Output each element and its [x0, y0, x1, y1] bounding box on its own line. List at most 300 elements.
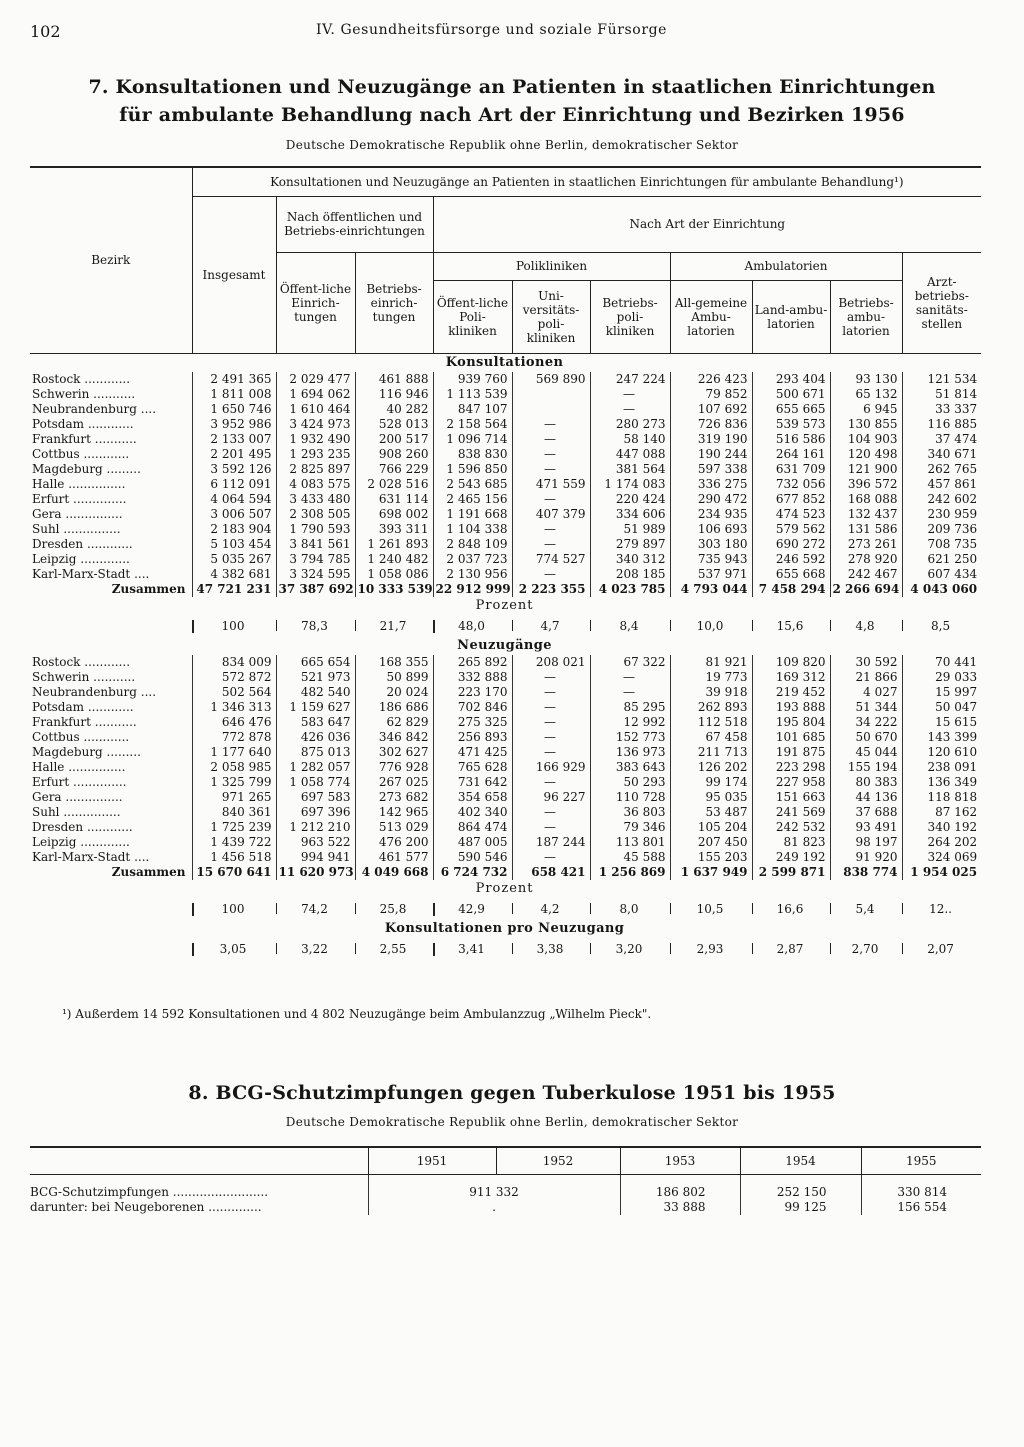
table-cell: —: [512, 700, 590, 715]
table-cell: 191 875: [752, 745, 830, 760]
table-cell: 219 452: [752, 685, 830, 700]
percent-cell: [830, 938, 902, 960]
table-cell: 2 543 685: [433, 477, 512, 492]
header-universitaets-polikliniken: Uni-versitäts-poli-kliniken: [512, 280, 590, 353]
table-row: [30, 745, 981, 760]
bezirk-name: [30, 685, 192, 700]
table-cell: 3 841 561: [276, 537, 355, 552]
bezirk-label: Rostock: [32, 371, 81, 386]
header-betriebs-polikliniken: Betriebs-poli-kliniken: [590, 280, 670, 353]
table-row: [30, 432, 981, 447]
table-cell: 50 293: [590, 775, 670, 790]
table-cell: 262 893: [670, 700, 752, 715]
section-pro-neuzugang: [30, 920, 981, 938]
table-cell: 1 439 722: [192, 835, 276, 850]
total-cell: 6 724 732: [433, 865, 512, 880]
table-cell: 3 433 480: [276, 492, 355, 507]
table-cell: 120 498: [830, 447, 902, 462]
table-cell: 393 311: [355, 522, 433, 537]
table-cell: —: [512, 670, 590, 685]
percent-value: 48,0: [458, 618, 485, 633]
table-cell: 319 190: [670, 432, 752, 447]
table-cell: 461 888: [355, 372, 433, 387]
section-prozent-2: [30, 880, 981, 898]
table-cell: 677 852: [752, 492, 830, 507]
table-cell: 267 025: [355, 775, 433, 790]
table-cell: 2 158 564: [433, 417, 512, 432]
table8-cell-1955: 156 554: [861, 1200, 981, 1215]
table-cell: 690 272: [752, 537, 830, 552]
table-cell: 3 424 973: [276, 417, 355, 432]
percent-value: 100: [221, 618, 245, 633]
table-cell: 834 009: [192, 655, 276, 670]
table-cell: 91 920: [830, 850, 902, 865]
table-cell: 528 013: [355, 417, 433, 432]
table8-cell-1953: 33 888: [620, 1200, 740, 1215]
table-row: [30, 492, 981, 507]
column-separator: [830, 620, 831, 631]
table-row: [30, 670, 981, 685]
header-landambulatorien: Land-ambu-latorien: [752, 280, 830, 353]
bezirk-label: Karl-Marx-Stadt: [32, 566, 131, 581]
table-cell: 471 425: [433, 745, 512, 760]
table-cell: 1 346 313: [192, 700, 276, 715]
percent-value: 78,3: [301, 618, 328, 633]
percent-cell: [830, 898, 902, 920]
table-cell: 332 888: [433, 670, 512, 685]
table-row: [30, 700, 981, 715]
table-cell: 697 396: [276, 805, 355, 820]
percent-cell: [752, 938, 830, 960]
column-separator: [433, 903, 435, 916]
leader-dots: ............: [84, 699, 134, 714]
column-separator: [355, 943, 356, 954]
leader-dots: ...........: [89, 669, 136, 684]
table-cell: 247 224: [590, 372, 670, 387]
bezirk-name: [30, 432, 192, 447]
table-cell: 105 204: [670, 820, 752, 835]
bezirk-label: Magdeburg: [32, 744, 103, 759]
table-cell: 98 197: [830, 835, 902, 850]
bezirk-name: [30, 670, 192, 685]
leader-dots: ............: [79, 729, 130, 744]
table-cell: 838 830: [433, 447, 512, 462]
table-cell: 2 133 007: [192, 432, 276, 447]
header-nach-oeffentlichen: Nach öffentlichen und Betriebs-einrichtungen: [276, 196, 433, 252]
bezirk-label: Leipzig: [32, 834, 77, 849]
column-separator: [192, 620, 194, 633]
table7-title-line1: 7. Konsultationen und Neuzugänge an Patienten in staatlichen Einrichtungen: [88, 76, 936, 98]
table-cell: 249 192: [752, 850, 830, 865]
table-cell: 2 308 505: [276, 507, 355, 522]
bezirk-label: Gera: [32, 506, 62, 521]
table-cell: 447 088: [590, 447, 670, 462]
bezirk-name: [30, 552, 192, 567]
table8-cell-1954: 99 125: [740, 1200, 861, 1215]
percent-cell: [276, 898, 355, 920]
table-cell: 776 928: [355, 760, 433, 775]
table-cell: 2 028 516: [355, 477, 433, 492]
table-cell: 136 973: [590, 745, 670, 760]
table-cell: 121 900: [830, 462, 902, 477]
bezirk-name: [30, 745, 192, 760]
bezirk-name: [30, 507, 192, 522]
total-cell: 4 043 060: [902, 582, 981, 597]
table-row: [30, 775, 981, 790]
table-cell: 53 487: [670, 805, 752, 820]
table-cell: 112 518: [670, 715, 752, 730]
table-cell: 354 658: [433, 790, 512, 805]
total-cell: 2 599 871: [752, 865, 830, 880]
table-cell: 193 888: [752, 700, 830, 715]
table-cell: 262 765: [902, 462, 981, 477]
table-cell: 3 952 986: [192, 417, 276, 432]
table-cell: 186 686: [355, 700, 433, 715]
section-konsultationen: [30, 353, 981, 372]
percent-value: 16,6: [776, 901, 804, 916]
bezirk-name: [30, 477, 192, 492]
bezirk-label: Gera: [32, 789, 62, 804]
table-cell: 697 583: [276, 790, 355, 805]
percent-value: 15,6: [776, 618, 804, 633]
bezirk-name: [30, 447, 192, 462]
percent-cell: [670, 898, 752, 920]
table-cell: 971 265: [192, 790, 276, 805]
leader-dots: .............: [76, 834, 130, 849]
header-betriebseinrichtungen: Betriebs-einrich-tungen: [355, 252, 433, 353]
table-cell: 45 588: [590, 850, 670, 865]
table-cell: 340 312: [590, 552, 670, 567]
bezirk-name: [30, 462, 192, 477]
bezirk-label: Suhl: [32, 521, 60, 536]
table-row: [30, 402, 981, 417]
section-prozent-1: [30, 597, 981, 615]
table-cell: 6 112 091: [192, 477, 276, 492]
column-separator: [902, 943, 903, 954]
percent-cell: [192, 615, 276, 637]
table-cell: 2 465 156: [433, 492, 512, 507]
bezirk-label: Halle: [32, 476, 65, 491]
percent-cell: [276, 938, 355, 960]
table-row: [30, 805, 981, 820]
table-cell: 142 965: [355, 805, 433, 820]
percent-cell: [276, 615, 355, 637]
table-cell: 223 170: [433, 685, 512, 700]
table-cell: 3 794 785: [276, 552, 355, 567]
total-cell: 1 954 025: [902, 865, 981, 880]
percent-value: 10,5: [696, 901, 724, 916]
table-cell: 80 383: [830, 775, 902, 790]
leader-dots: ...............: [59, 521, 121, 536]
table-cell: 346 842: [355, 730, 433, 745]
percent-cell: [512, 898, 590, 920]
table-cell: 246 592: [752, 552, 830, 567]
table-cell: 220 424: [590, 492, 670, 507]
table8-year-1953: 1953: [620, 1147, 740, 1174]
percent-value: 8,0: [619, 901, 639, 916]
table-cell: 513 029: [355, 820, 433, 835]
table-cell: 279 897: [590, 537, 670, 552]
bezirk-label: Neubrandenburg: [32, 684, 137, 699]
leader-dots: ...............: [61, 789, 123, 804]
percent-cell: [830, 615, 902, 637]
table8-row-neugeborene: [30, 1200, 981, 1215]
table-cell: 1 159 627: [276, 700, 355, 715]
table-cell: 2 848 109: [433, 537, 512, 552]
table-cell: 457 861: [902, 477, 981, 492]
table-cell: 65 132: [830, 387, 902, 402]
table-row: [30, 462, 981, 477]
table-cell: 474 523: [752, 507, 830, 522]
table-cell: 572 872: [192, 670, 276, 685]
table8-title: 8. BCG-Schutzimpfungen gegen Tuberkulose 1951 bis 1955: [188, 1082, 836, 1104]
column-separator: [433, 943, 435, 956]
table8-cell-1951-52: .: [368, 1200, 620, 1215]
table-cell: 275 325: [433, 715, 512, 730]
leader-dots: ....: [130, 566, 150, 581]
table-cell: 1 293 235: [276, 447, 355, 462]
leader-dots: ..............: [69, 774, 127, 789]
table-cell: 402 340: [433, 805, 512, 820]
leader-dots: ............: [83, 536, 133, 551]
table-cell: 62 829: [355, 715, 433, 730]
table-cell: 655 665: [752, 402, 830, 417]
table-cell: —: [590, 402, 670, 417]
percent-value: 4,7: [540, 618, 560, 633]
table-cell: 70 441: [902, 655, 981, 670]
leader-dots: ...............: [61, 506, 123, 521]
percent-cell: [590, 938, 670, 960]
table-cell: 40 282: [355, 402, 433, 417]
table8-cell-1954: 252 150: [740, 1174, 861, 1200]
section-neuzugaenge-label: Neuzugänge: [457, 637, 552, 653]
table-cell: 1 725 239: [192, 820, 276, 835]
table-row: [30, 850, 981, 865]
header-bezirk: Bezirk: [30, 167, 192, 353]
percent-cell: [670, 615, 752, 637]
table-cell: —: [590, 387, 670, 402]
percent-value: 10,0: [696, 618, 724, 633]
table-cell: 1 282 057: [276, 760, 355, 775]
bezirk-label: Magdeburg: [32, 461, 103, 476]
table-cell: 765 628: [433, 760, 512, 775]
table-cell: 665 654: [276, 655, 355, 670]
percent-value: 3,38: [536, 941, 564, 956]
table-cell: 168 088: [830, 492, 902, 507]
bezirk-name: [30, 522, 192, 537]
table-cell: 708 735: [902, 537, 981, 552]
table-cell: 334 606: [590, 507, 670, 522]
table-cell: 50 899: [355, 670, 433, 685]
table-cell: 963 522: [276, 835, 355, 850]
column-separator: [752, 903, 753, 914]
column-separator: [752, 943, 753, 954]
total-cell: 4 793 044: [670, 582, 752, 597]
table-cell: 151 663: [752, 790, 830, 805]
table-cell: 303 180: [670, 537, 752, 552]
table-cell: —: [512, 522, 590, 537]
table-row: [30, 835, 981, 850]
header-allgemeine-ambulatorien: All-gemeine Ambu-latorien: [670, 280, 752, 353]
table-cell: 81 823: [752, 835, 830, 850]
table-cell: 20 024: [355, 685, 433, 700]
table7-footnote: ¹) Außerdem 14 592 Konsultationen und 4 802 Neuzugänge beim Ambulanzzug „Wilhelm Pieck".: [62, 1007, 652, 1021]
column-separator: [752, 620, 753, 631]
table-row: [30, 567, 981, 582]
table-cell: 476 200: [355, 835, 433, 850]
table-cell: 12 992: [590, 715, 670, 730]
bezirk-name: [30, 402, 192, 417]
table-cell: 242 602: [902, 492, 981, 507]
total-cell: 4 049 668: [355, 865, 433, 880]
table-cell: 579 562: [752, 522, 830, 537]
table-cell: 107 692: [670, 402, 752, 417]
table-cell: 211 713: [670, 745, 752, 760]
leader-dots: ..............: [69, 491, 127, 506]
bezirk-label: Erfurt: [32, 774, 70, 789]
percent-value: 2,70: [851, 941, 879, 956]
table-cell: 2 491 365: [192, 372, 276, 387]
table-cell: 36 803: [590, 805, 670, 820]
table-cell: 15 997: [902, 685, 981, 700]
leader-dots: ....: [136, 684, 157, 699]
column-separator: [276, 620, 277, 631]
percent-cell: [902, 898, 981, 920]
bezirk-name: [30, 790, 192, 805]
table-cell: 539 573: [752, 417, 830, 432]
table-cell: 908 260: [355, 447, 433, 462]
table-cell: 621 250: [902, 552, 981, 567]
table-cell: 597 338: [670, 462, 752, 477]
table-cell: 2 029 477: [276, 372, 355, 387]
table-cell: 1 790 593: [276, 522, 355, 537]
header-oeffentliche-polikliniken: Öffent-liche Poli-kliniken: [433, 280, 512, 353]
table-cell: 631 709: [752, 462, 830, 477]
bezirk-name: [30, 700, 192, 715]
total-row: [30, 865, 981, 880]
header-top: Konsultationen und Neuzugänge an Patienten in staatlichen Einrichtungen für ambulante Behandlung¹): [192, 167, 981, 196]
total-cell: 1 256 869: [590, 865, 670, 880]
leader-dots: .............: [76, 551, 130, 566]
leader-dots: ...............: [64, 759, 126, 774]
table-row: [30, 447, 981, 462]
table-cell: 1 212 210: [276, 820, 355, 835]
table-cell: 847 107: [433, 402, 512, 417]
table-cell: 280 273: [590, 417, 670, 432]
table-row: [30, 372, 981, 387]
table-cell: 731 642: [433, 775, 512, 790]
table-cell: 278 920: [830, 552, 902, 567]
table-cell: —: [512, 537, 590, 552]
percent-value: 5,4: [855, 901, 875, 916]
table-cell: 655 668: [752, 567, 830, 582]
bezirk-name: [30, 715, 192, 730]
table-cell: 1 104 338: [433, 522, 512, 537]
konsultationen-percent-row: [30, 615, 981, 637]
bezirk-name: [30, 760, 192, 775]
table-cell: 3 592 126: [192, 462, 276, 477]
percent-cell: [752, 898, 830, 920]
percent-value: 74,2: [301, 901, 328, 916]
column-separator: [670, 903, 671, 914]
bezirk-name: [30, 537, 192, 552]
percent-value: 3,20: [615, 941, 643, 956]
table-cell: 207 450: [670, 835, 752, 850]
total-cell: 22 912 999: [433, 582, 512, 597]
total-cell: 658 421: [512, 865, 590, 880]
column-separator: [830, 903, 831, 914]
table-cell: 1 456 518: [192, 850, 276, 865]
percent-value: 21,7: [379, 618, 407, 633]
leader-dots: .........: [102, 744, 141, 759]
table-cell: 79 852: [670, 387, 752, 402]
table-cell: 875 013: [276, 745, 355, 760]
table-cell: 81 921: [670, 655, 752, 670]
percent-value: 2,55: [379, 941, 407, 956]
table8-cell-1953: 186 802: [620, 1174, 740, 1200]
pro-neuzugang-row: [30, 938, 981, 960]
table-cell: 230 959: [902, 507, 981, 522]
table-cell: 864 474: [433, 820, 512, 835]
percent-cell: [590, 615, 670, 637]
table-cell: 116 885: [902, 417, 981, 432]
table-cell: 132 437: [830, 507, 902, 522]
table-cell: 302 627: [355, 745, 433, 760]
bezirk-label: Frankfurt: [32, 431, 91, 446]
table-cell: 242 467: [830, 567, 902, 582]
table-cell: 93 491: [830, 820, 902, 835]
table-cell: 5 035 267: [192, 552, 276, 567]
table-cell: 2 058 985: [192, 760, 276, 775]
table-cell: 238 091: [902, 760, 981, 775]
table-cell: 256 893: [433, 730, 512, 745]
percent-value: 4,2: [540, 901, 560, 916]
pro-neuzugang-row-spacer: [30, 938, 192, 960]
bezirk-name: [30, 850, 192, 865]
percent-cell: [670, 938, 752, 960]
percent-value: 25,8: [379, 901, 407, 916]
bezirk-label: Frankfurt: [32, 714, 91, 729]
table-cell: 121 534: [902, 372, 981, 387]
section-pro-neuzugang-label: Konsultationen pro Neuzugang: [384, 920, 625, 936]
table-cell: —: [512, 715, 590, 730]
column-separator: [192, 943, 194, 956]
table-cell: 208 185: [590, 567, 670, 582]
table8-corner: [30, 1147, 368, 1174]
table-cell: 2 825 897: [276, 462, 355, 477]
percent-value: 3,22: [301, 941, 328, 956]
column-separator: [512, 903, 513, 914]
table-cell: 130 855: [830, 417, 902, 432]
section-neuzugaenge: [30, 637, 981, 655]
table-cell: 241 569: [752, 805, 830, 820]
bezirk-label: Erfurt: [32, 491, 70, 506]
bezirk-name: [30, 567, 192, 582]
table-cell: 293 404: [752, 372, 830, 387]
table-cell: 487 005: [433, 835, 512, 850]
table-cell: 155 194: [830, 760, 902, 775]
column-separator: [830, 943, 831, 954]
bezirk-label: Potsdam: [32, 416, 85, 431]
column-separator: [902, 620, 903, 631]
table-row: [30, 507, 981, 522]
neuzugaenge-percent-row: [30, 898, 981, 920]
table-cell: —: [590, 685, 670, 700]
bezirk-label: Dresden: [32, 819, 84, 834]
table-cell: 994 941: [276, 850, 355, 865]
percent-cell: [433, 898, 512, 920]
table-cell: 2 037 723: [433, 552, 512, 567]
